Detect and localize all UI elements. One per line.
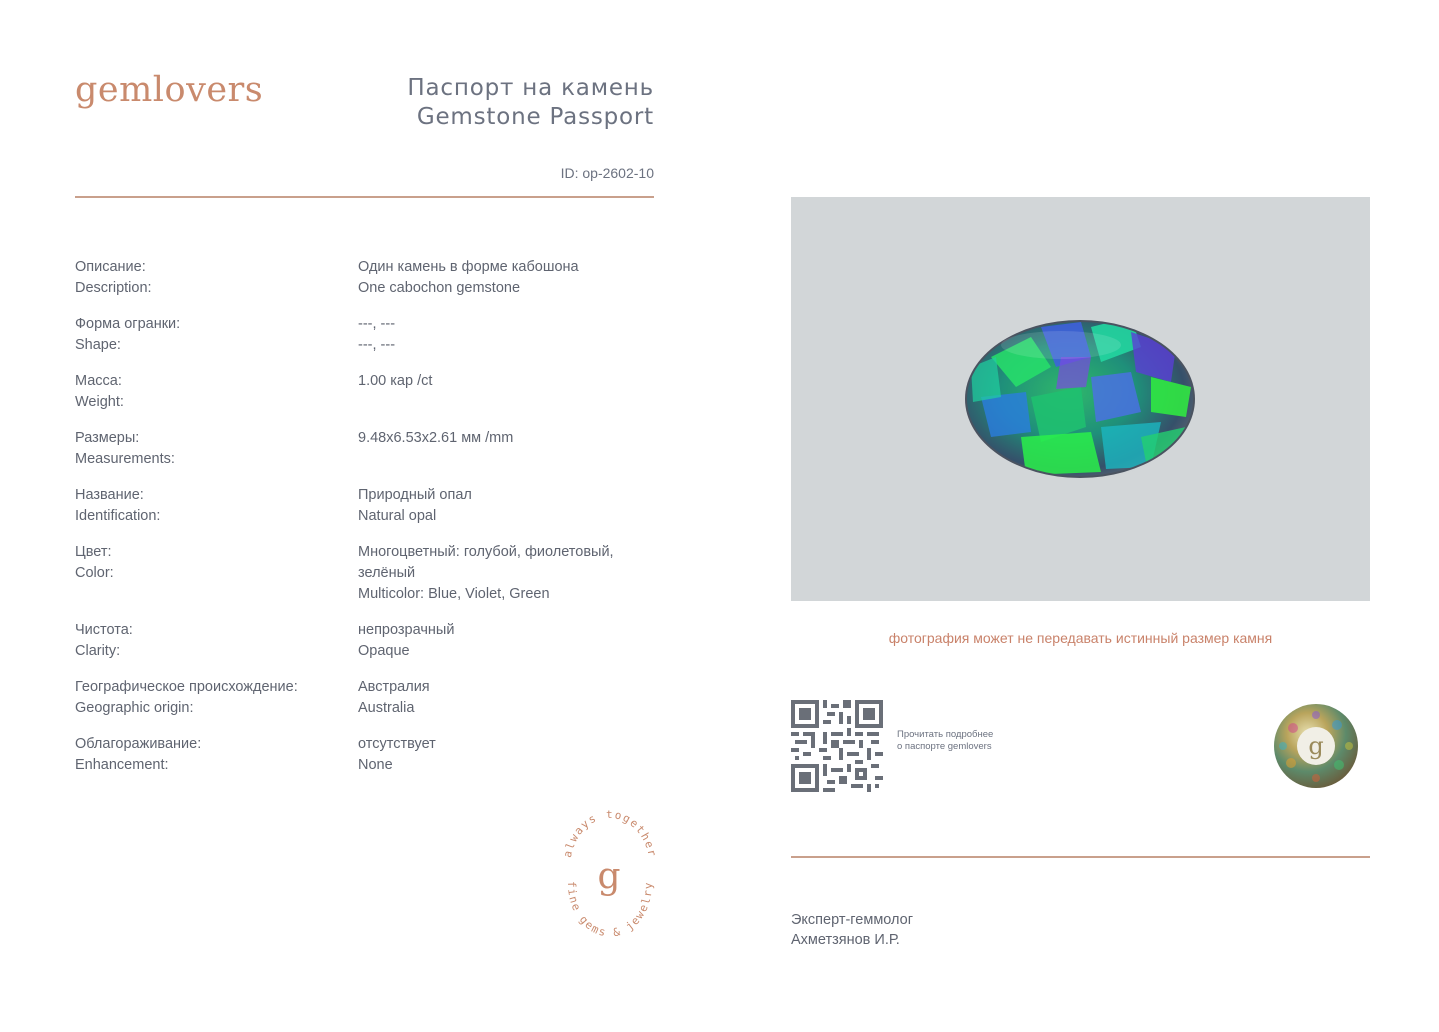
spec-label bbox=[75, 428, 358, 470]
spec-row bbox=[75, 542, 655, 605]
hologram-sticker bbox=[1273, 703, 1359, 789]
spec-value-line: One cabochon gemstone bbox=[358, 280, 521, 296]
spec-label-en: Description: bbox=[75, 280, 152, 296]
spec-value bbox=[358, 620, 648, 662]
spec-value-line: Opaque bbox=[358, 643, 410, 659]
seal-monogram: g bbox=[597, 856, 621, 897]
spec-label bbox=[75, 542, 358, 584]
spec-label-en: Identification: bbox=[75, 508, 161, 524]
spec-label-ru: Географическое происхождение: bbox=[75, 679, 298, 695]
specifications-list bbox=[75, 257, 655, 791]
spec-label bbox=[75, 677, 358, 719]
spec-value-line: Australia bbox=[358, 700, 415, 716]
spec-value-line: 1.00 кар /ct bbox=[358, 373, 433, 389]
spec-value bbox=[358, 677, 648, 719]
header-divider bbox=[75, 196, 654, 198]
spec-value-line: отсутствует bbox=[358, 736, 436, 752]
gemstone-photo bbox=[791, 197, 1370, 601]
spec-label-en: Geographic origin: bbox=[75, 700, 194, 716]
spec-value-line: Natural opal bbox=[358, 508, 437, 524]
expert-signature-block bbox=[791, 910, 913, 950]
spec-value bbox=[358, 485, 648, 527]
spec-label bbox=[75, 734, 358, 776]
brand-seal bbox=[556, 810, 662, 950]
spec-label-ru: Описание: bbox=[75, 259, 146, 275]
spec-row bbox=[75, 314, 655, 356]
spec-value bbox=[358, 257, 648, 299]
qr-note-line1: Прочитать подробнее bbox=[897, 729, 994, 740]
photo-disclaimer: фотография может не передавать истинный размер камня bbox=[888, 630, 1273, 646]
spec-label-ru: Форма огранки: bbox=[75, 316, 181, 332]
spec-label-ru: Цвет: bbox=[75, 544, 112, 560]
spec-label bbox=[75, 485, 358, 527]
spec-label-ru: Облагораживание: bbox=[75, 736, 202, 752]
qr-note bbox=[897, 729, 993, 753]
spec-value-line: Multicolor: Blue, Violet, Green bbox=[358, 586, 550, 602]
spec-label bbox=[75, 314, 358, 356]
spec-value-line: ---, --- bbox=[358, 316, 396, 332]
spec-label-en: Clarity: bbox=[75, 643, 121, 659]
opal-image bbox=[791, 197, 1370, 601]
spec-value bbox=[358, 734, 648, 776]
spec-label-ru: Название: bbox=[75, 487, 144, 503]
spec-value-line: непрозрачный bbox=[358, 622, 455, 638]
seal-bottom-text: fine gems & jewelry bbox=[564, 880, 656, 940]
qr-note-line2: о паспорте gemlovers bbox=[897, 741, 992, 752]
spec-label-en: Color: bbox=[75, 565, 114, 581]
spec-label-ru: Размеры: bbox=[75, 430, 140, 446]
spec-value bbox=[358, 371, 648, 392]
spec-label-en: Weight: bbox=[75, 394, 124, 410]
hologram-monogram: g bbox=[1308, 732, 1324, 760]
spec-row bbox=[75, 734, 655, 776]
spec-value-line: Один камень в форме кабошона bbox=[358, 259, 579, 275]
spec-value-line: 9.48x6.53x2.61 мм /mm bbox=[358, 430, 514, 446]
spec-row bbox=[75, 371, 655, 413]
spec-row bbox=[75, 485, 655, 527]
spec-value-line: None bbox=[358, 757, 393, 773]
document-title-ru: Паспорт на камень bbox=[407, 75, 654, 101]
qr-code[interactable] bbox=[791, 700, 883, 792]
document-id: ID: op-2602-10 bbox=[560, 165, 654, 181]
spec-label-ru: Чистота: bbox=[75, 622, 133, 638]
spec-label-ru: Масса: bbox=[75, 373, 122, 389]
spec-row bbox=[75, 620, 655, 662]
document-title-en: Gemstone Passport bbox=[416, 104, 654, 130]
spec-row bbox=[75, 257, 655, 299]
document-title bbox=[360, 74, 654, 132]
spec-value-line: зелёный bbox=[358, 565, 416, 581]
spec-label-en: Shape: bbox=[75, 337, 121, 353]
brand-logo: gemlovers bbox=[75, 70, 264, 110]
spec-value bbox=[358, 542, 648, 605]
expert-role: Эксперт-геммолог bbox=[791, 912, 914, 928]
seal-top-text: always together bbox=[560, 810, 660, 859]
spec-value bbox=[358, 428, 648, 449]
spec-label bbox=[75, 620, 358, 662]
spec-value bbox=[358, 314, 648, 356]
spec-label bbox=[75, 257, 358, 299]
spec-value-line: Природный опал bbox=[358, 487, 472, 503]
spec-row bbox=[75, 677, 655, 719]
spec-value-line: ---, --- bbox=[358, 337, 396, 353]
spec-label-en: Measurements: bbox=[75, 451, 175, 467]
expert-name: Ахметзянов И.Р. bbox=[791, 932, 900, 948]
spec-label bbox=[75, 371, 358, 413]
svg-text:always together bbox=[561, 810, 659, 859]
spec-label-en: Enhancement: bbox=[75, 757, 169, 773]
footer-divider bbox=[791, 856, 1370, 858]
spec-value-line: Австралия bbox=[358, 679, 430, 695]
spec-value-line: Многоцветный: голубой, фиолетовый, bbox=[358, 544, 614, 560]
spec-row bbox=[75, 428, 655, 470]
